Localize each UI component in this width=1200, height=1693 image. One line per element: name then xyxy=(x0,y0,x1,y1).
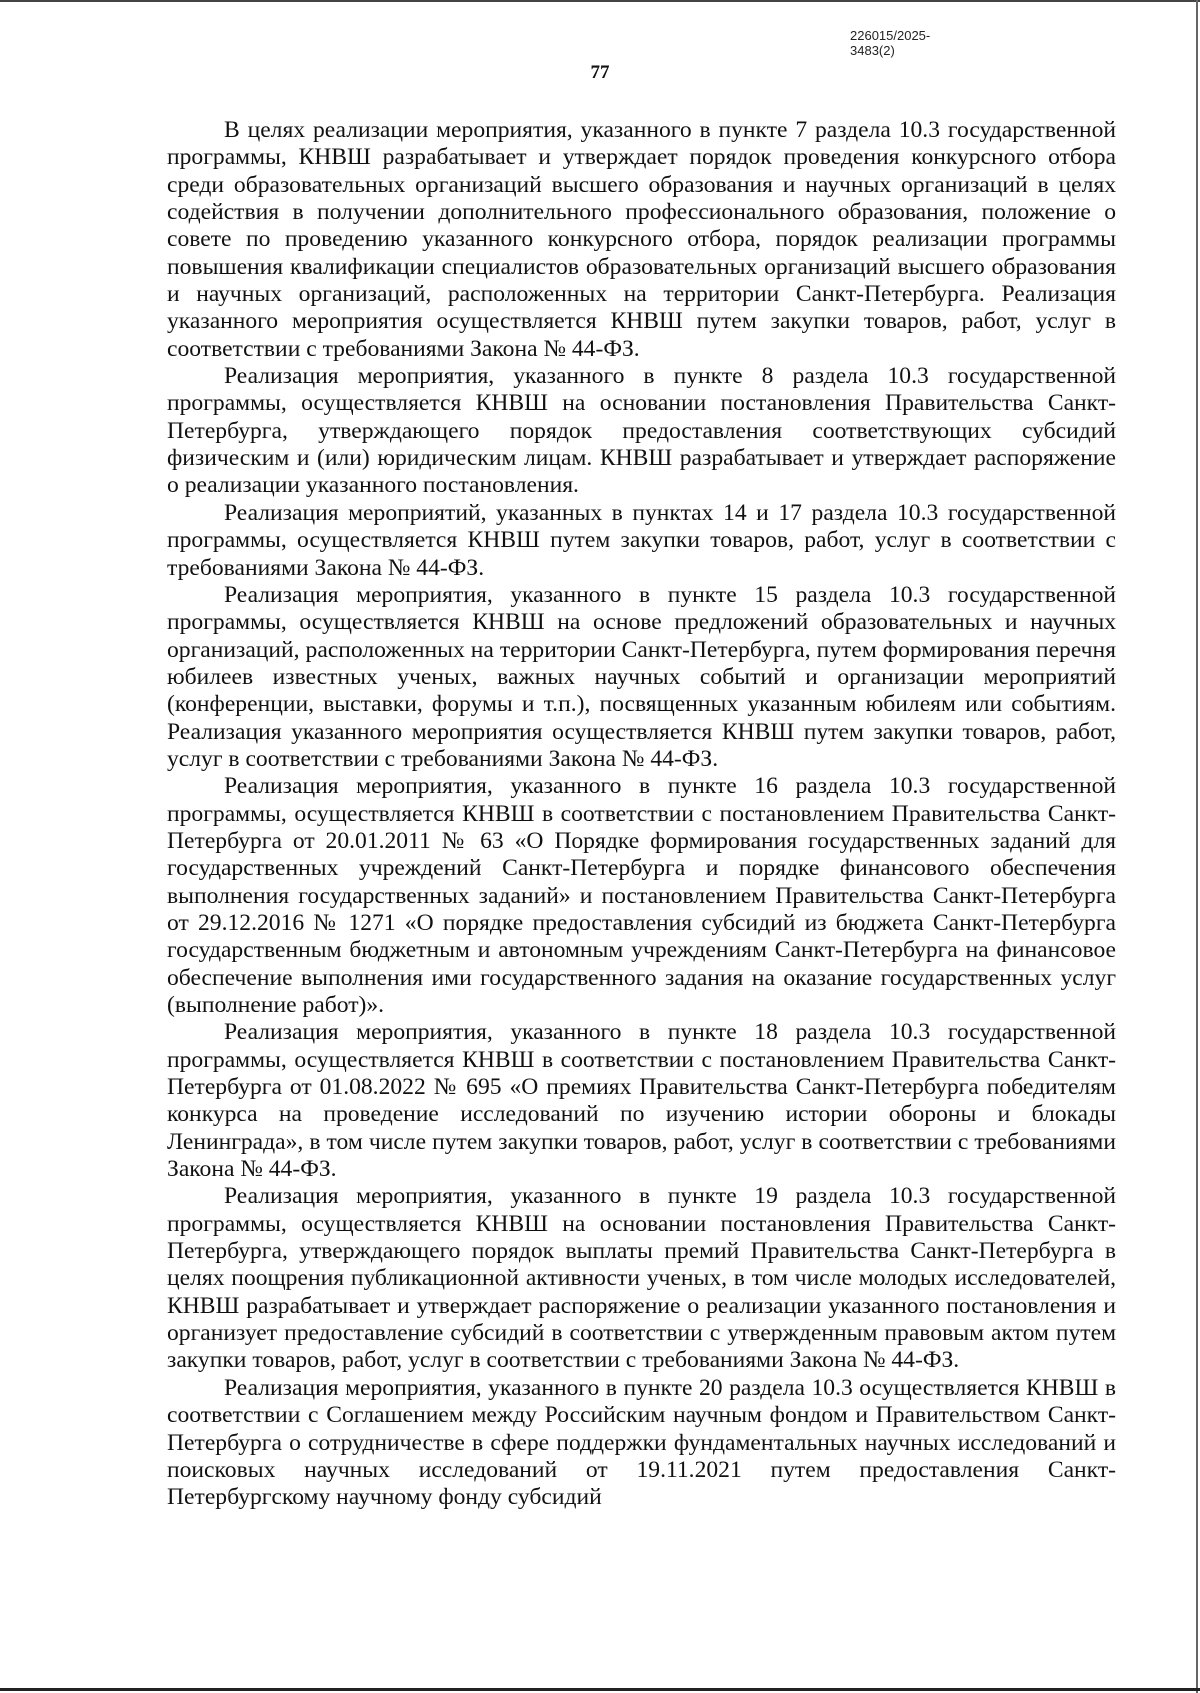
paragraph-item-20: Реализация мероприятия, указанного в пункте 20 раздела 10.3 осуществляется КНВШ в соответствии с Соглашением между Российским научным фондом и Правительством Санкт-Петербурга о сотрудничестве в сфере поддержки фундаментальных научных исследований и поисковых научных исследований от 19.11.2021 путем предоставления Санкт-Петербургскому научному фонду субсидий xyxy=(167,1374,1116,1511)
document-registration-number: 226015/2025-3483(2) xyxy=(850,28,931,58)
paragraph-item-18: Реализация мероприятия, указанного в пункте 18 раздела 10.3 государственной программы, осуществляется КНВШ в соответствии с постановлением Правительства Санкт-Петербурга от 01.08.2022 № 695 «О премиях Правительства Санкт-Петербурга победителям конкурса на проведение исследований по изучению истории обороны и блокады Ленинграда», в том числе путем закупки товаров, работ, услуг в соответствии с требованиями Закона № 44-ФЗ. xyxy=(167,1019,1116,1183)
paragraph-item-16: Реализация мероприятия, указанного в пункте 16 раздела 10.3 государственной программы, осуществляется КНВШ в соответствии с постановлением Правительства Санкт-Петербурга от 20.01.2011 № 63 «О Порядке формирования государственных заданий для государственных учреждений Санкт-Петербурга и порядке финансового обеспечения выполнения государственных заданий» и постановлением Правительства Санкт-Петербурга от 29.12.2016 № 1271 «О порядке предоставления субсидий из бюджета Санкт-Петербурга государственным бюджетным и автономным учреждениям Санкт-Петербурга на финансовое обеспечение выполнения ими государственного задания на оказание государственных услуг (выполнение работ)». xyxy=(167,773,1116,1018)
bottom-scan-edge xyxy=(0,1688,1200,1691)
paragraph-item-15: Реализация мероприятия, указанного в пункте 15 раздела 10.3 государственной программы, осуществляется КНВШ на основе предложений образовательных и научных организаций, расположенных на территории Санкт-Петербурга, путем формирования перечня юбилеев известных ученых, важных научных событий и организации мероприятий (конференции, выставки, форумы и т.п.), посвященных указанным юбилеям или событиям. Реализация указанного мероприятия осуществляется КНВШ путем закупки товаров, работ, услуг в соответствии с требованиями Закона № 44-ФЗ. xyxy=(167,581,1116,772)
paragraph-item-7: В целях реализации мероприятия, указанного в пункте 7 раздела 10.3 государственной программы, КНВШ разрабатывает и утверждает порядок проведения конкурсного отбора среди образовательных организаций высшего образования и научных организаций в целях содействия в получении дополнительного профессионального образования, положение о совете по проведению указанного конкурсного отбора, порядок реализации программы повышения квалификации специалистов образовательных организаций высшего образования и научных организаций, расположенных на территории Санкт-Петербурга. Реализация указанного мероприятия осуществляется КНВШ путем закупки товаров, работ, услуг в соответствии с требованиями Закона № 44-ФЗ. xyxy=(167,117,1116,362)
right-scan-edge xyxy=(1196,0,1198,1693)
paragraph-item-19: Реализация мероприятия, указанного в пункте 19 раздела 10.3 государственной программы, осуществляется КНВШ на основании постановления Правительства Санкт-Петербурга, утверждающего порядок выплаты премий Правительства Санкт-Петербурга в целях поощрения публикационной активности ученых, в том числе молодых исследователей, КНВШ разрабатывает и утверждает распоряжение о реализации указанного постановления и организует предоставление субсидий в соответствии с утвержденным правовым актом путем закупки товаров, работ, услуг в соответствии с требованиями Закона № 44-ФЗ. xyxy=(167,1183,1116,1374)
page-number: 77 xyxy=(590,62,610,83)
paragraph-items-14-17: Реализация мероприятий, указанных в пунктах 14 и 17 раздела 10.3 государственной программы, осуществляется КНВШ путем закупки товаров, работ, услуг в соответствии с требованиями Закона № 44-ФЗ. xyxy=(167,499,1116,581)
paragraph-item-8: Реализация мероприятия, указанного в пункте 8 раздела 10.3 государственной программы, осуществляется КНВШ на основании постановления Правительства Санкт-Петербурга, утверждающего порядок предоставления соответствующих субсидий физическим и (или) юридическим лицам. КНВШ разрабатывает и утверждает распоряжение о реализации указанного постановления. xyxy=(167,363,1116,499)
document-body xyxy=(167,117,1116,1512)
top-scan-edge xyxy=(0,0,1200,8)
